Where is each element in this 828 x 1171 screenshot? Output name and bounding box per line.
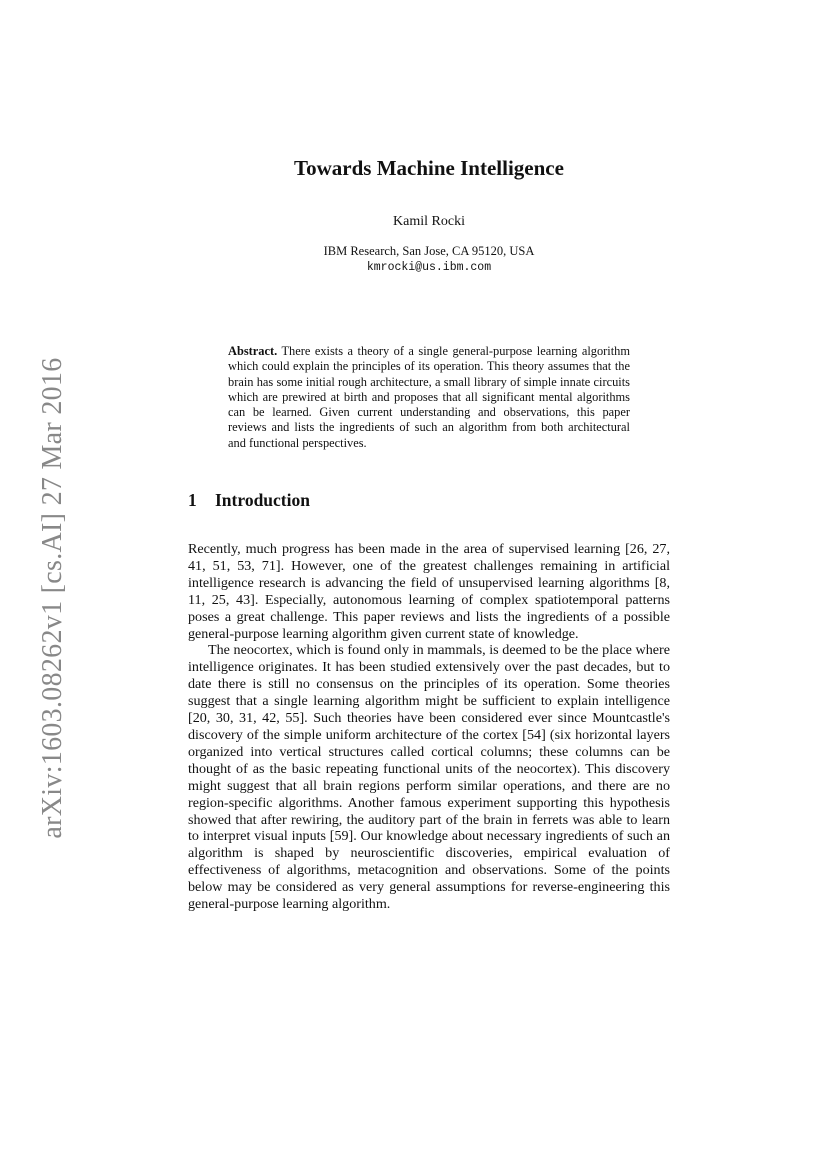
abstract-label: Abstract.	[228, 344, 278, 358]
paragraph: The neocortex, which is found only in mammals, is deemed to be the place where intelligence originates. It has been studied extensively over the past decades, but to date there is still no consensus on the principles of its operation. Some theories suggest that a single learning algorithm might be sufficient to explain intelligence [20, 30, 31, 42, 55]. Such theories have been considered ever since Mountcastle's discovery of the simple uniform architecture of the cortex [54] (six horizontal layers organized into vertical structures called cortical columns; these columns can be thought of as the basic repeating functional units of the neocortex). This discovery might suggest that all brain regions perform similar operations, and there are no region-specific algorithms. Another famous experiment supporting this hypothesis showed that after rewiring, the auditory part of the brain in ferrets was able to learn to interpret visual inputs [59]. Our knowledge about necessary ingredients of such an algorithm is shaped by neuroscientific discoveries, empirical evaluation of effectiveness of algorithms, metacognition and observations. Some of the points below may be considered as very general assumptions for reverse-engineering this general-purpose learning algorithm.	[188, 642, 670, 913]
arxiv-identifier: arXiv:1603.08262v1 [cs.AI] 27 Mar 2016	[37, 357, 68, 839]
paper-title: Towards Machine Intelligence	[294, 156, 564, 180]
author-name: Kamil Rocki	[393, 214, 465, 229]
body-text	[188, 541, 670, 913]
paragraph: Recently, much progress has been made in the area of supervised learning [26, 27, 41, 51, 53, 71]. However, one of the greatest challenges remaining in artificial intelligence research is advancing the field of unsupervised learning algorithms [8, 11, 25, 43]. Especially, autonomous learning of complex spatiotemporal patterns poses a great challenge. This paper reviews and lists the ingredients of a possible general-purpose learning algorithm given current state of knowledge.	[188, 541, 670, 642]
author-affiliation: IBM Research, San Jose, CA 95120, USA	[323, 244, 535, 258]
section-number: 1	[188, 490, 197, 510]
section-heading	[188, 490, 310, 511]
section-title: Introduction	[215, 490, 310, 510]
abstract-text: There exists a theory of a single general-purpose learning algorithm which could explain the principles of its operation. This theory assumes that the brain has some initial rough architecture, a small library of simple innate circuits which are prewired at birth and proposes that all significant mental algorithms can be learned. Given current understanding and observations, this paper reviews and lists the ingredients of such an algorithm from both architectural and functional perspectives.	[228, 344, 630, 450]
abstract	[228, 344, 630, 451]
author-email: kmrocki@us.ibm.com	[366, 261, 492, 274]
